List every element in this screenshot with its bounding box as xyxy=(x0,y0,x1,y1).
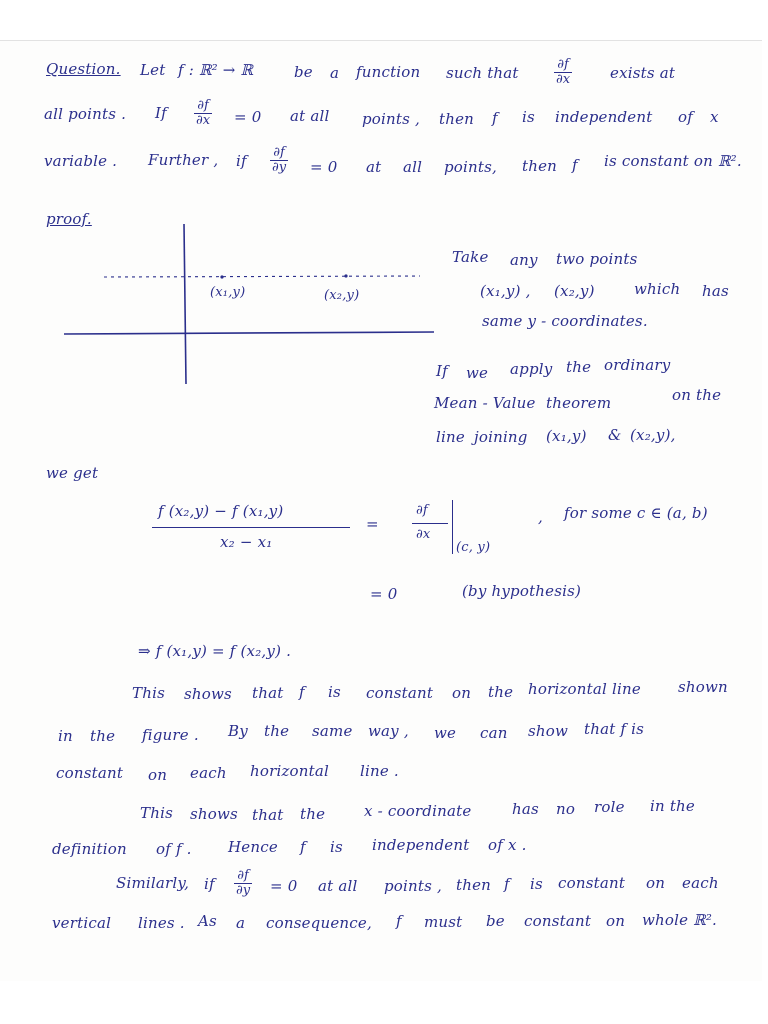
partial-fraction-bar xyxy=(412,523,448,524)
text: that f is xyxy=(584,720,645,738)
text: then xyxy=(439,110,475,128)
text: on the xyxy=(672,386,722,404)
point-2 xyxy=(344,274,347,277)
text: x - coordinate xyxy=(364,802,472,820)
text: the xyxy=(488,683,514,701)
text: is xyxy=(522,108,535,126)
text: which xyxy=(634,280,681,298)
text: line . xyxy=(360,762,399,780)
text: exists at xyxy=(610,64,676,82)
text: all xyxy=(403,158,423,176)
text: at xyxy=(366,158,382,176)
text: f xyxy=(300,838,306,856)
text: two points xyxy=(556,250,638,268)
text: is constant on ℝ². xyxy=(604,152,742,170)
text: vertical xyxy=(52,914,112,932)
text: Mean - Value xyxy=(434,394,536,412)
point-1 xyxy=(220,275,223,278)
text: points, xyxy=(444,158,497,176)
partial-f-y: $\frac{\partial f}{\partial y}$ xyxy=(236,868,251,898)
text: that xyxy=(252,806,284,824)
text: independent xyxy=(372,836,470,854)
text: of xyxy=(678,108,693,126)
text: (x₁,y) xyxy=(546,427,587,445)
text: of f . xyxy=(156,840,192,858)
text: show xyxy=(528,722,569,740)
hypothesis-note: (by hypothesis) xyxy=(462,582,582,600)
text: apply xyxy=(510,360,553,378)
text: at all xyxy=(290,107,330,125)
text: Further , xyxy=(148,151,219,169)
text: role xyxy=(594,798,625,816)
text: then xyxy=(522,157,558,175)
evaluation-bar xyxy=(452,500,453,554)
text: figure . xyxy=(142,726,199,744)
text: = 0 xyxy=(234,108,262,126)
text: (x₂,y) xyxy=(554,282,595,300)
text: Let xyxy=(140,61,166,79)
text: if xyxy=(204,875,215,893)
text: such that xyxy=(446,64,519,82)
we-get: we get xyxy=(46,464,99,482)
text: shows xyxy=(190,805,238,823)
text: can xyxy=(480,724,508,742)
text: whole ℝ². xyxy=(642,911,718,929)
text: f xyxy=(492,109,498,127)
partial-numerator: ∂f xyxy=(416,503,428,518)
condition: for some c ∈ (a, b) xyxy=(564,504,708,522)
text: in the xyxy=(650,797,695,815)
text: has xyxy=(702,282,729,300)
text: any xyxy=(510,251,538,269)
coordinate-figure xyxy=(60,222,440,388)
text: Similarly, xyxy=(116,874,190,892)
question-label: Question. xyxy=(46,60,121,78)
text: constant xyxy=(524,912,592,930)
text: if xyxy=(236,152,247,170)
text: (x₂,y), xyxy=(630,426,676,444)
x-axis xyxy=(64,332,434,334)
text: all points . xyxy=(44,105,127,123)
function-signature: f : ℝ² → ℝ xyxy=(178,61,254,79)
text: the xyxy=(90,727,116,745)
text: way , xyxy=(368,722,409,740)
comma: , xyxy=(538,508,543,526)
text: & xyxy=(608,426,622,444)
text: has xyxy=(512,800,539,818)
text: on xyxy=(452,684,472,702)
text: f xyxy=(396,912,402,930)
equals-sign: = xyxy=(366,515,379,533)
text: This xyxy=(140,804,173,822)
text: As xyxy=(198,912,217,930)
text: theorem xyxy=(546,394,612,412)
text: on xyxy=(148,766,168,784)
y-axis xyxy=(184,224,186,384)
proof-label: proof. xyxy=(46,210,92,228)
text: points , xyxy=(384,877,442,895)
text: consequence, xyxy=(266,914,372,932)
text: that xyxy=(252,684,284,702)
text: f xyxy=(504,875,510,893)
text: be xyxy=(486,912,505,930)
text: constant xyxy=(558,874,626,892)
point-label-2: (x₂,y) xyxy=(324,288,360,303)
text: of x . xyxy=(488,836,527,854)
text: we xyxy=(466,364,489,382)
horizontal-dashed-line xyxy=(104,276,420,277)
text: = 0 xyxy=(310,158,338,176)
text: on xyxy=(646,874,666,892)
text: (x₁,y) , xyxy=(480,282,531,300)
text: f xyxy=(572,156,578,174)
text: If xyxy=(436,362,448,380)
text: shows xyxy=(184,685,232,703)
text: shown xyxy=(678,678,728,696)
text: the xyxy=(566,358,592,376)
text: Hence xyxy=(228,838,278,856)
evaluation-point: (c, y) xyxy=(456,540,491,555)
text: each xyxy=(682,874,719,892)
text: constant xyxy=(366,684,434,702)
text: function xyxy=(356,63,421,81)
text: f xyxy=(299,683,305,701)
partial-denominator: ∂x xyxy=(416,527,431,542)
partial-f-x: $\frac{\partial f}{\partial x}$ xyxy=(196,98,211,128)
text: a xyxy=(236,914,246,932)
text: is xyxy=(530,875,543,893)
text: constant xyxy=(56,764,124,782)
text: a xyxy=(330,64,340,82)
text: points , xyxy=(362,110,420,128)
text: If xyxy=(155,104,167,122)
text: each xyxy=(190,764,227,782)
text: then xyxy=(456,876,492,894)
text: This xyxy=(132,684,165,702)
text: is xyxy=(330,838,343,856)
equation-denominator: x₂ − x₁ xyxy=(220,533,273,551)
text: same xyxy=(312,722,353,740)
text: x xyxy=(710,108,719,126)
text: on xyxy=(606,912,626,930)
text: definition xyxy=(52,840,127,858)
text: we xyxy=(434,724,457,742)
text: line xyxy=(436,428,465,446)
text: independent xyxy=(555,108,653,126)
text: be xyxy=(294,63,313,81)
partial-f-x: $\frac{\partial f}{\partial x}$ xyxy=(556,57,571,87)
text: same y - coordinates. xyxy=(482,312,648,330)
text: at all xyxy=(318,877,358,895)
text: must xyxy=(424,913,463,931)
text: in xyxy=(58,727,73,745)
text: the xyxy=(264,722,290,740)
equals-zero: = 0 xyxy=(370,585,398,603)
text: horizontal line xyxy=(528,680,641,698)
fraction-bar xyxy=(152,527,350,528)
text: lines . xyxy=(138,914,185,932)
text: joining xyxy=(474,428,528,446)
text: Take xyxy=(452,248,489,266)
implication: ⇒ f (x₁,y) = f (x₂,y) . xyxy=(138,642,292,660)
partial-f-y: $\frac{\partial f}{\partial y}$ xyxy=(272,145,287,175)
text: no xyxy=(556,800,576,818)
text: By xyxy=(228,722,248,740)
text: = 0 xyxy=(270,877,298,895)
text: the xyxy=(300,805,326,823)
equation-numerator: f (x₂,y) − f (x₁,y) xyxy=(158,502,284,520)
text: is xyxy=(328,683,341,701)
text: ordinary xyxy=(604,356,671,374)
text: variable . xyxy=(44,152,118,170)
point-label-1: (x₁,y) xyxy=(210,285,246,300)
text: horizontal xyxy=(250,762,330,780)
